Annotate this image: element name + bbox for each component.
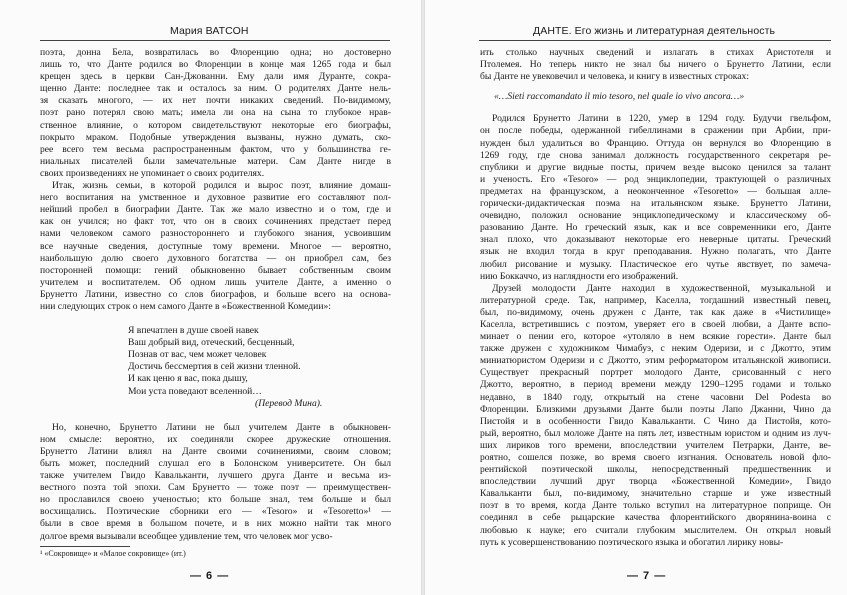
left-header-rule: [40, 40, 390, 41]
text-line: нами человеком самого разностороннего и глубокого знания, усвоившим: [40, 228, 391, 240]
text-line: как он учился; но факт тот, что он в своих сочинениях предстает перед: [40, 216, 391, 228]
text-line: литературной среде. Так, например, Каселла, тогдашний известный певец,: [480, 294, 831, 306]
text-line: и ученость. Его «Tesoro» — род энциклопедии, трактующей о различных: [480, 173, 831, 185]
text-line: спублики и другие видные посты, причем везде высоко ценился за талант: [480, 161, 831, 173]
text-line: долгое время вызывали всеобщее удивление тем, что человек мог усво-: [40, 530, 333, 542]
text-line: рее всего тем весьма распространенным фактом, что у большинства ге-: [40, 143, 391, 155]
footnote: ¹ «Сокровище» и «Малое сокровище» (ит.): [40, 549, 186, 558]
text-line: Флоренции. Близкими друзьями Данте были поэты Лапо Джанни, Чино да: [480, 403, 831, 415]
text-line: ить столько научных сведений и излагать в стихах Аристотеля и: [480, 47, 831, 58]
verse-block: [40, 325, 391, 398]
text-line: посторонней помощи: гений обыкновенно бывает собственным своим: [40, 264, 391, 276]
left-paragraph-3: [40, 422, 391, 543]
verse-line: Ваш добрый вид, отеческий, бесценный,: [128, 337, 295, 349]
text-line: горически-дидактическая поэма на итальянском языке. Брунетто Латини,: [480, 198, 831, 210]
text-line: покрыто мраком. Подобные утверждения вызваны, нужно думать, ско-: [40, 131, 391, 143]
left-page: [0, 0, 421, 595]
text-line: были в свое время в большом почете, и в них можно найти так много: [40, 518, 391, 530]
left-text-column: [40, 47, 391, 543]
text-line: недавно, в 1840 году, открытый на стене часовни Del Podesta во: [480, 391, 831, 403]
text-line: минает о пении его, которое «утоляло в нем всякие горести». Данте был: [480, 331, 831, 343]
footnote-rule: [40, 546, 130, 547]
latin-quote: «…Sieti raccomandato il mio tesoro, nel quale io vivo ancora…»: [494, 91, 745, 103]
text-line: язык не входил тогда в круг преподавания. Нужно полагать, что Данте: [480, 246, 831, 258]
text-line: Родился Брунетто Латини в 1220, умер в 1294 году. Будучи гвельфом,: [492, 113, 831, 125]
text-line: Птолемея. Но теперь никто не знал бы ничего о Брунетто Латини, если: [480, 59, 831, 71]
text-line: поэт рано потерял свою мать; имела ли она на сына то глубокое нрав-: [40, 107, 391, 119]
text-line: бы Данте не увековечил и человека, и книгу в известных строках:: [480, 71, 749, 83]
text-line: Каселла, встретившись с поэтом, уверяет его в своей любви, а Данте вспо-: [480, 318, 831, 330]
left-paragraph-2: [40, 180, 391, 313]
text-line: также учителем Гвидо Кавальканти, лучшего друга Данте и весьма из-: [40, 470, 391, 482]
text-line: знал плохо, что доказывают некоторые его неверные цитаты. Греческий: [480, 234, 831, 246]
text-line: был, по-видимому, очень дружен с Данте, так как даже в «Чистилище»: [480, 306, 831, 318]
left-running-head: Мария ВАТСОН: [170, 25, 249, 37]
text-line: ниальных писателей были замечательные матери. Сам Данте нигде в: [40, 155, 391, 167]
text-line: но прославился своею ученостью; кто больше знал, тем больше и был: [40, 494, 391, 506]
text-line: путь к усовершенствованию поэтического языка и обогатил лирику новы-: [480, 536, 784, 548]
text-line: разованию Данте. Но греческий язык, как и все современники его, Данте: [480, 222, 831, 234]
text-line: щенно Данте: последнее так и осталось за ним. О родителях Данте нель-: [40, 83, 391, 95]
text-line: Друзей молодости Данте находил в художественной, музыкальной и: [492, 282, 831, 294]
text-line: очевидно, положил основание энциклопедическому и классическому об-: [480, 210, 831, 222]
text-line: ственное влияние, о котором свидетельствуют некоторые его биографы,: [40, 119, 391, 131]
text-line: Джотто, вероятно, в период времени между 1290–1295 годами и только: [480, 379, 831, 391]
text-line: все научные сведения, доступные тому времени. Многое — вероятно,: [40, 240, 391, 252]
right-running-head: ДАНТЕ. Его жизнь и литературная деятельность: [533, 25, 776, 37]
text-line: любил рисование и музыку. Пластическое его чутье явствует, по замеча-: [480, 258, 831, 270]
text-line: 1269 году, где снова занимал должность государственного секретаря ре-: [480, 149, 831, 161]
text-line: рентийской поэтической школы, непосредственный предшественник и: [480, 464, 831, 476]
text-line: нейший пробел в биографии Данте. Так же мало известно и о том, где и: [40, 204, 391, 216]
text-line: него воспитания на умственное и духовное развитие его составляют пол-: [40, 192, 391, 204]
text-line: поэт в то время, когда Данте только вступил на литературное поприще. Он: [480, 500, 831, 512]
verse-line: Я впечатлен в душе своей навек: [128, 325, 259, 337]
right-paragraph-3: [480, 283, 831, 549]
text-line: лишь то, что Данте родился во Флоренции в конце мая 1265 года и был: [40, 59, 391, 71]
text-line: Кавальканти был, по-видимому, значительно старше и уже известный: [480, 488, 831, 500]
right-header-rule: [479, 40, 831, 41]
text-line: Но, конечно, Брунетто Латини не был учителем Данте в обыкновен-: [52, 421, 391, 433]
verse-line: Достичь бессмертия в сей жизни тленной.: [128, 361, 301, 373]
text-line: роятно, сошелся позже, во время своего изгнания. Основатель новой фло-: [480, 452, 831, 463]
text-line: ном смысле: вероятно, их соединяли скорее дружеские отношения.: [40, 433, 391, 445]
text-line: Существует прекрасный портрет молодого Данте, срисованный с него: [480, 367, 831, 379]
verse-line: Мои уста поведают вселенной…: [128, 385, 262, 397]
text-line: Пистойя и в особенности Гвидо Кавальканти. С Чино да Пистойя, кото-: [480, 415, 831, 427]
text-line: ших лириков того времени, впоследствии учителем Петрарки, Данте, ве-: [480, 439, 831, 451]
text-line: он после победы, одержанной гибеллинами в сражении при Арбии, при-: [480, 125, 831, 137]
text-line: соединял в себе рыцарские качества флорентийского дворянина-воина с: [480, 512, 831, 524]
right-page-number: — 7 —: [627, 570, 667, 582]
text-line: своих произведениях не упоминает о своих родителях.: [40, 167, 265, 179]
text-line: рый, вероятно, был моложе Данте на пять лет, известным юристом и одним из луч-: [480, 427, 831, 439]
right-paragraph-1: [480, 47, 831, 83]
verse-line: Познав от вас, чем может человек: [128, 349, 267, 361]
verse-attribution: (Перевод Мина).: [255, 397, 323, 409]
left-page-number: — 6 —: [190, 570, 230, 582]
text-line: миниатюристом Одеризи и с Джотто, этим реформатором итальянской живописи.: [480, 355, 831, 367]
text-line: наибольшую долю своего духовного богатства — он приобрел сам, без: [40, 252, 391, 264]
text-line: также дружен с художником Чимабуэ, с неким Одеризи, и с Джотто, этим: [480, 343, 831, 355]
left-paragraph-1: [40, 47, 391, 180]
text-line: впоследствии лучший друг творца «Божественной Комедии», Гвидо: [480, 476, 831, 488]
text-line: крещен здесь в церкви Сан-Джованни. Ему дали имя Дуранте, сокра-: [40, 71, 391, 83]
text-line: Брунетто Латини влиял на Данте своими сочинениями, своим словом;: [40, 445, 391, 457]
text-line: восхищались. Поэтические сборники его — «Tesoro» и «Tesoretto»¹ —: [40, 506, 391, 518]
text-line: нию Боккаччо, из наглядности его изображений.: [480, 270, 679, 282]
text-line: Итак, жизнь семьи, в которой родился и вырос поэт, влияние домаш-: [52, 180, 391, 192]
text-line: быть может, последний слушал его в Болонском университете. Он был: [40, 458, 391, 469]
text-line: предметах на французском, а неоконченное «Tesoretto» — большая алле-: [480, 185, 831, 197]
text-line: зя сказать многого, — их нет почти никаких сведений. По-видимому,: [40, 95, 391, 107]
verse-line: И как ценю я вас, пока дышу,: [128, 373, 248, 385]
text-line: поэта, донна Бела, возвратилась во Флоренцию одна; но достоверно: [40, 47, 391, 58]
right-paragraph-2: [480, 113, 831, 282]
text-line: любовью к науке; его считали глубоким мыслителем. Он открыл новый: [480, 524, 831, 536]
right-text-column: [480, 47, 831, 549]
text-line: вестного поэта той эпохи. Сам Брунетто — тоже поэт — преимуществен-: [40, 482, 391, 494]
text-line: нии следующих строк о нем самого Данте в «Божественной Комедии»:: [40, 300, 331, 312]
text-line: Брунетто Латини, известно со слов биографов, и больше всего на основа-: [40, 288, 391, 300]
text-line: нужден был удалиться во Францию. Оттуда он вернулся во Флоренцию в: [480, 137, 831, 149]
right-page: [425, 0, 847, 595]
text-line: учителем и воспитателем. Об одном лишь учителе Данте, а именно о: [40, 276, 391, 288]
